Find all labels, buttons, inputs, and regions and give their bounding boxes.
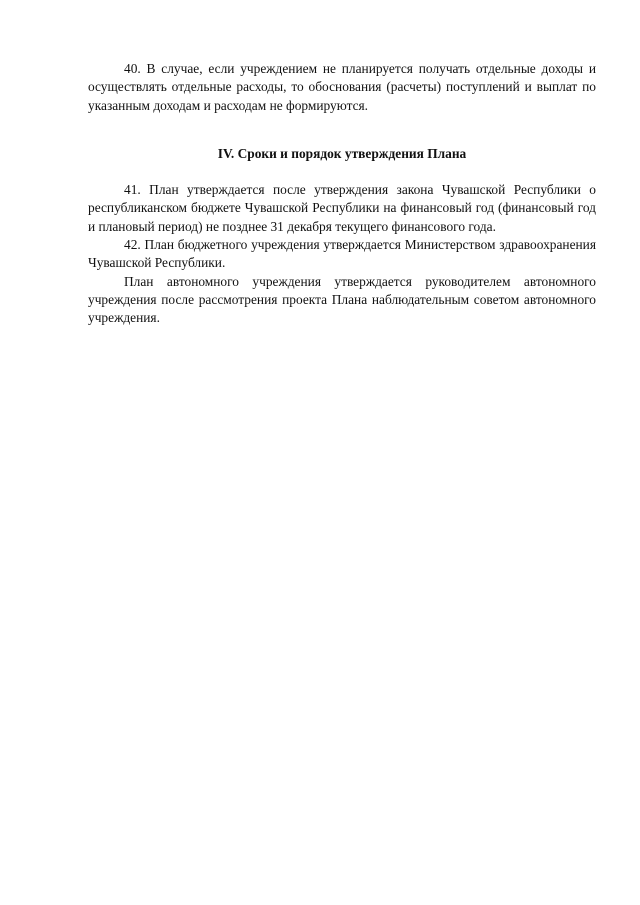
- paragraph-41: 41. План утверждается после утверждения закона Чувашской Республики о республиканском бюджете Чувашской Республики на финансовый год (финансовый год и плановый период) не позднее 31 декабря текущего финансового года.: [88, 182, 596, 234]
- document-body: [88, 60, 596, 328]
- section-heading: IV. Сроки и порядок утверждения Плана: [217, 145, 467, 161]
- paragraph-40: 40. В случае, если учреждением не планируется получать отдельные доходы и осуществлять отдельные расходы, то обоснования (расчеты) поступлений и выплат по указанным доходам и расходам не формируются.: [88, 61, 596, 113]
- paragraph-42: 42. План бюджетного учреждения утверждается Министерством здравоохранения Чувашской Республики.: [88, 237, 596, 271]
- paragraph-42-autonomous: План автономного учреждения утверждается руководителем автономного учреждения после рассмотрения проекта Плана наблюдательным советом автономного учреждения.: [88, 273, 596, 326]
